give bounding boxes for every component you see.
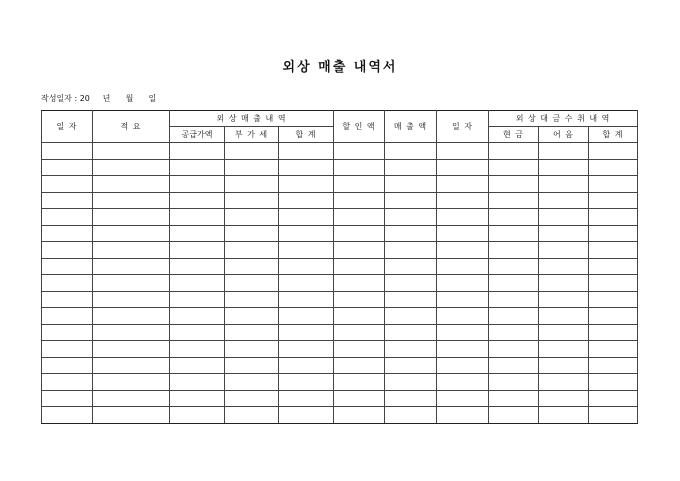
cell-supply-amount[interactable] <box>170 242 225 259</box>
cell-vat[interactable] <box>225 291 279 308</box>
header-bill: 어 음 <box>539 127 589 143</box>
cell-supply-amount[interactable] <box>170 341 225 358</box>
cell-date[interactable] <box>42 291 93 308</box>
cell-cash[interactable] <box>489 275 539 292</box>
header-sales-amount: 매 출 액 <box>385 111 437 143</box>
cell-sales-amount[interactable] <box>385 407 437 424</box>
cell-receipt-date[interactable] <box>437 308 489 325</box>
cell-description[interactable] <box>93 176 170 193</box>
cell-bill[interactable] <box>539 341 589 358</box>
cell-receipt-total[interactable] <box>589 390 638 407</box>
cell-discount[interactable] <box>334 324 385 341</box>
cell-bill[interactable] <box>539 258 589 275</box>
cell-date[interactable] <box>42 308 93 325</box>
cell-cash[interactable] <box>489 176 539 193</box>
cell-cash[interactable] <box>489 242 539 259</box>
cell-discount[interactable] <box>334 209 385 226</box>
cell-date[interactable] <box>42 159 93 176</box>
cell-date[interactable] <box>42 357 93 374</box>
table-row <box>42 324 638 341</box>
cell-cash[interactable] <box>489 324 539 341</box>
cell-receipt-date[interactable] <box>437 258 489 275</box>
cell-sales-total[interactable] <box>279 225 334 242</box>
cell-receipt-date[interactable] <box>437 407 489 424</box>
table-row <box>42 374 638 391</box>
cell-vat[interactable] <box>225 275 279 292</box>
cell-supply-amount[interactable] <box>170 209 225 226</box>
cell-sales-amount[interactable] <box>385 308 437 325</box>
cell-cash[interactable] <box>489 258 539 275</box>
cell-description[interactable] <box>93 291 170 308</box>
cell-description[interactable] <box>93 143 170 160</box>
header-discount: 할 인 액 <box>334 111 385 143</box>
cell-date[interactable] <box>42 275 93 292</box>
cell-receipt-total[interactable] <box>589 176 638 193</box>
cell-sales-total[interactable] <box>279 407 334 424</box>
header-receipt-group: 외 상 대 금 수 취 내 역 <box>489 111 638 127</box>
cell-description[interactable] <box>93 275 170 292</box>
cell-bill[interactable] <box>539 159 589 176</box>
cell-sales-amount[interactable] <box>385 209 437 226</box>
table-row <box>42 225 638 242</box>
cell-bill[interactable] <box>539 176 589 193</box>
cell-receipt-date[interactable] <box>437 159 489 176</box>
cell-vat[interactable] <box>225 143 279 160</box>
cell-receipt-total[interactable] <box>589 258 638 275</box>
cell-discount[interactable] <box>334 242 385 259</box>
cell-receipt-date[interactable] <box>437 176 489 193</box>
cell-supply-amount[interactable] <box>170 291 225 308</box>
cell-receipt-total[interactable] <box>589 242 638 259</box>
cell-sales-amount[interactable] <box>385 143 437 160</box>
header-date: 일 자 <box>42 111 93 143</box>
cell-discount[interactable] <box>334 159 385 176</box>
cell-sales-amount[interactable] <box>385 324 437 341</box>
cell-bill[interactable] <box>539 225 589 242</box>
cell-description[interactable] <box>93 390 170 407</box>
cell-bill[interactable] <box>539 390 589 407</box>
cell-description[interactable] <box>93 225 170 242</box>
cell-receipt-total[interactable] <box>589 192 638 209</box>
header-sales-group: 외 상 매 출 내 역 <box>170 111 334 127</box>
cell-receipt-total[interactable] <box>589 275 638 292</box>
cell-bill[interactable] <box>539 374 589 391</box>
cell-receipt-date[interactable] <box>437 357 489 374</box>
cell-sales-total[interactable] <box>279 324 334 341</box>
cell-receipt-date[interactable] <box>437 275 489 292</box>
cell-discount[interactable] <box>334 291 385 308</box>
cell-sales-amount[interactable] <box>385 390 437 407</box>
cell-sales-total[interactable] <box>279 143 334 160</box>
cell-discount[interactable] <box>334 357 385 374</box>
cell-discount[interactable] <box>334 390 385 407</box>
table-row <box>42 407 638 424</box>
cell-cash[interactable] <box>489 308 539 325</box>
cell-vat[interactable] <box>225 258 279 275</box>
cell-description[interactable] <box>93 374 170 391</box>
cell-description[interactable] <box>93 258 170 275</box>
cell-vat[interactable] <box>225 159 279 176</box>
cell-discount[interactable] <box>334 374 385 391</box>
cell-supply-amount[interactable] <box>170 357 225 374</box>
cell-sales-total[interactable] <box>279 258 334 275</box>
cell-receipt-total[interactable] <box>589 357 638 374</box>
cell-receipt-total[interactable] <box>589 407 638 424</box>
cell-date[interactable] <box>42 225 93 242</box>
cell-sales-amount[interactable] <box>385 159 437 176</box>
table-row <box>42 258 638 275</box>
cell-description[interactable] <box>93 242 170 259</box>
cell-supply-amount[interactable] <box>170 324 225 341</box>
table-row <box>42 192 638 209</box>
cell-sales-amount[interactable] <box>385 341 437 358</box>
cell-cash[interactable] <box>489 341 539 358</box>
cell-cash[interactable] <box>489 357 539 374</box>
cell-vat[interactable] <box>225 374 279 391</box>
cell-receipt-total[interactable] <box>589 341 638 358</box>
cell-description[interactable] <box>93 341 170 358</box>
cell-bill[interactable] <box>539 357 589 374</box>
cell-vat[interactable] <box>225 357 279 374</box>
cell-receipt-total[interactable] <box>589 159 638 176</box>
cell-supply-amount[interactable] <box>170 390 225 407</box>
cell-supply-amount[interactable] <box>170 192 225 209</box>
cell-description[interactable] <box>93 357 170 374</box>
cell-sales-total[interactable] <box>279 159 334 176</box>
cell-discount[interactable] <box>334 258 385 275</box>
cell-receipt-total[interactable] <box>589 209 638 226</box>
cell-sales-amount[interactable] <box>385 176 437 193</box>
cell-receipt-total[interactable] <box>589 291 638 308</box>
cell-receipt-date[interactable] <box>437 324 489 341</box>
cell-supply-amount[interactable] <box>170 176 225 193</box>
cell-cash[interactable] <box>489 407 539 424</box>
cell-vat[interactable] <box>225 341 279 358</box>
cell-receipt-total[interactable] <box>589 324 638 341</box>
cell-bill[interactable] <box>539 209 589 226</box>
cell-bill[interactable] <box>539 275 589 292</box>
cell-description[interactable] <box>93 159 170 176</box>
cell-cash[interactable] <box>489 390 539 407</box>
cell-date[interactable] <box>42 258 93 275</box>
cell-sales-total[interactable] <box>279 291 334 308</box>
cell-sales-total[interactable] <box>279 357 334 374</box>
cell-supply-amount[interactable] <box>170 308 225 325</box>
table-row <box>42 275 638 292</box>
table-row <box>42 176 638 193</box>
cell-vat[interactable] <box>225 209 279 226</box>
header-receipt-total: 합 계 <box>589 127 638 143</box>
cell-description[interactable] <box>93 209 170 226</box>
cell-receipt-total[interactable] <box>589 374 638 391</box>
cell-receipt-total[interactable] <box>589 143 638 160</box>
credit-sales-ledger-table <box>41 110 638 424</box>
cell-receipt-date[interactable] <box>437 341 489 358</box>
cell-sales-amount[interactable] <box>385 192 437 209</box>
cell-date[interactable] <box>42 242 93 259</box>
cell-cash[interactable] <box>489 209 539 226</box>
header-sales-total: 합 계 <box>279 127 334 143</box>
cell-receipt-date[interactable] <box>437 390 489 407</box>
header-supply-amount: 공급가액 <box>170 127 225 143</box>
cell-sales-amount[interactable] <box>385 275 437 292</box>
cell-receipt-total[interactable] <box>589 308 638 325</box>
header-cash: 현 금 <box>489 127 539 143</box>
table-row <box>42 291 638 308</box>
cell-receipt-date[interactable] <box>437 143 489 160</box>
creation-date-line: 작성일자 : 20 년 월 일 <box>41 94 157 103</box>
cell-description[interactable] <box>93 407 170 424</box>
cell-sales-amount[interactable] <box>385 357 437 374</box>
ledger-body <box>42 143 638 424</box>
cell-sales-total[interactable] <box>279 242 334 259</box>
cell-cash[interactable] <box>489 225 539 242</box>
cell-date[interactable] <box>42 324 93 341</box>
cell-date[interactable] <box>42 176 93 193</box>
cell-bill[interactable] <box>539 407 589 424</box>
cell-receipt-date[interactable] <box>437 291 489 308</box>
header-receipt-date: 일 자 <box>437 111 489 143</box>
header-description: 적 요 <box>93 111 170 143</box>
cell-vat[interactable] <box>225 225 279 242</box>
cell-sales-amount[interactable] <box>385 225 437 242</box>
cell-supply-amount[interactable] <box>170 159 225 176</box>
cell-sales-amount[interactable] <box>385 242 437 259</box>
cell-cash[interactable] <box>489 192 539 209</box>
cell-vat[interactable] <box>225 176 279 193</box>
cell-discount[interactable] <box>334 192 385 209</box>
cell-description[interactable] <box>93 192 170 209</box>
cell-discount[interactable] <box>334 407 385 424</box>
cell-receipt-date[interactable] <box>437 225 489 242</box>
table-row <box>42 390 638 407</box>
cell-supply-amount[interactable] <box>170 275 225 292</box>
cell-sales-amount[interactable] <box>385 258 437 275</box>
cell-supply-amount[interactable] <box>170 225 225 242</box>
cell-vat[interactable] <box>225 242 279 259</box>
cell-sales-total[interactable] <box>279 275 334 292</box>
cell-supply-amount[interactable] <box>170 407 225 424</box>
cell-supply-amount[interactable] <box>170 374 225 391</box>
cell-bill[interactable] <box>539 192 589 209</box>
cell-sales-amount[interactable] <box>385 374 437 391</box>
cell-vat[interactable] <box>225 407 279 424</box>
cell-date[interactable] <box>42 341 93 358</box>
cell-date[interactable] <box>42 143 93 160</box>
cell-description[interactable] <box>93 308 170 325</box>
cell-discount[interactable] <box>334 341 385 358</box>
table-row <box>42 357 638 374</box>
cell-date[interactable] <box>42 209 93 226</box>
cell-date[interactable] <box>42 192 93 209</box>
cell-receipt-date[interactable] <box>437 209 489 226</box>
cell-sales-total[interactable] <box>279 341 334 358</box>
cell-cash[interactable] <box>489 291 539 308</box>
cell-bill[interactable] <box>539 291 589 308</box>
cell-vat[interactable] <box>225 324 279 341</box>
cell-cash[interactable] <box>489 159 539 176</box>
cell-discount[interactable] <box>334 225 385 242</box>
cell-cash[interactable] <box>489 374 539 391</box>
cell-sales-total[interactable] <box>279 209 334 226</box>
cell-discount[interactable] <box>334 143 385 160</box>
cell-receipt-date[interactable] <box>437 192 489 209</box>
table-row <box>42 159 638 176</box>
header-vat: 부 가 세 <box>225 127 279 143</box>
cell-vat[interactable] <box>225 192 279 209</box>
cell-receipt-total[interactable] <box>589 225 638 242</box>
cell-vat[interactable] <box>225 308 279 325</box>
cell-receipt-date[interactable] <box>437 374 489 391</box>
cell-bill[interactable] <box>539 242 589 259</box>
cell-date[interactable] <box>42 390 93 407</box>
table-row <box>42 209 638 226</box>
cell-cash[interactable] <box>489 143 539 160</box>
cell-sales-total[interactable] <box>279 390 334 407</box>
table-row <box>42 341 638 358</box>
cell-discount[interactable] <box>334 176 385 193</box>
cell-bill[interactable] <box>539 143 589 160</box>
cell-date[interactable] <box>42 374 93 391</box>
cell-vat[interactable] <box>225 390 279 407</box>
cell-bill[interactable] <box>539 324 589 341</box>
cell-receipt-date[interactable] <box>437 242 489 259</box>
cell-sales-amount[interactable] <box>385 291 437 308</box>
cell-bill[interactable] <box>539 308 589 325</box>
cell-sales-total[interactable] <box>279 308 334 325</box>
cell-discount[interactable] <box>334 275 385 292</box>
document-title: 외상 매출 내역서 <box>282 60 398 75</box>
cell-supply-amount[interactable] <box>170 258 225 275</box>
table-row <box>42 308 638 325</box>
cell-sales-total[interactable] <box>279 176 334 193</box>
cell-discount[interactable] <box>334 308 385 325</box>
table-row <box>42 143 638 160</box>
cell-sales-total[interactable] <box>279 192 334 209</box>
cell-sales-total[interactable] <box>279 374 334 391</box>
cell-date[interactable] <box>42 407 93 424</box>
cell-description[interactable] <box>93 324 170 341</box>
cell-supply-amount[interactable] <box>170 143 225 160</box>
table-row <box>42 242 638 259</box>
